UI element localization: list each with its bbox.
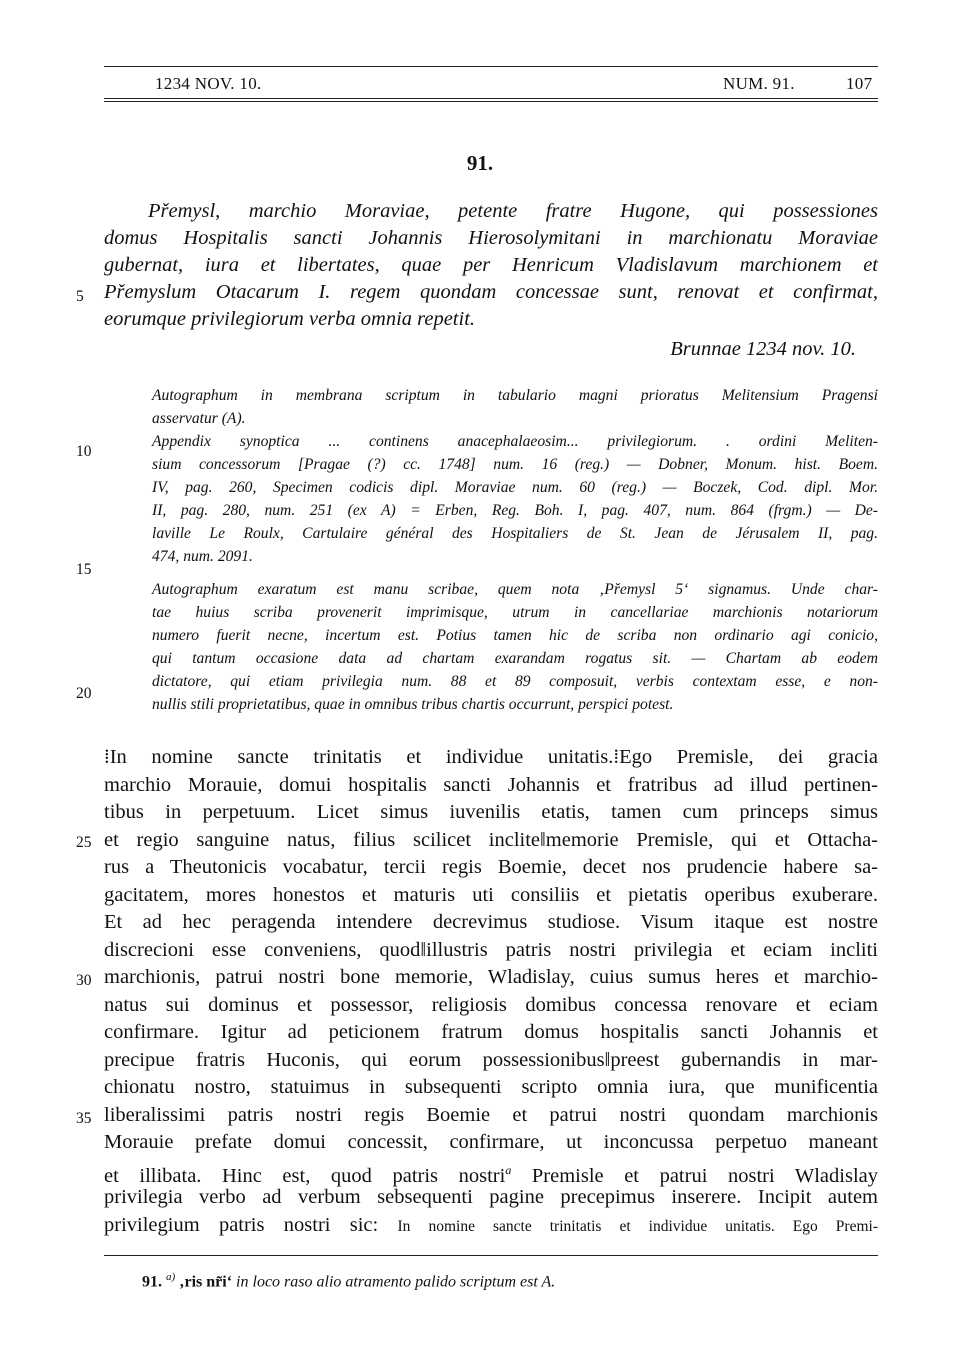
note-line: sium concessorum [Pragae (?) cc. 1748] num. 16 (reg.) — Dobner, Monum. hist. Boem.	[152, 456, 878, 473]
footnote	[142, 1271, 555, 1291]
header-rule-bottom-double	[104, 101, 878, 102]
text-line: confirmare. Igitur ad peticionem fratrum domus hospitalis sancti Johannis et	[104, 1021, 878, 1043]
running-head-date: 1234 NOV. 10.	[155, 74, 262, 93]
inserted-charter-incipit: In nomine sancte trinitatis et individue unitatis. Ego Premi-	[397, 1217, 878, 1235]
text-line: ⁞In nomine sancte trinitatis et individue unitatis.⁞Ego Premisle, dei gracia	[104, 746, 878, 768]
note-line: laville Le Roulx, Cartulaire général des Hospitaliers de St. Jean de Jérusalem II, pag.	[152, 525, 878, 542]
footnote-number: 91.	[142, 1273, 162, 1291]
line-number: 20	[76, 685, 92, 702]
text-line: Et ad hec peragenda intendere decrevimus studiose. Visum itaque est nostre	[104, 911, 878, 933]
text-line: natus sui dominus et possessor, religiosis domibus concessa renovare et eciam	[104, 993, 878, 1016]
regest-line: Přemysl, marchio Moraviae, petente fratre Hugone, qui possessiones	[148, 200, 878, 222]
regest-line: domus Hospitalis sancti Johannis Hierosolymitani in marchionatu Moraviae	[104, 227, 878, 249]
header-rule-bottom	[104, 98, 878, 99]
note-line: 474, num. 2091.	[152, 548, 253, 565]
text-line: chionatu nostro, statuimus in subsequenti scripto omnia iura, que munificentia	[104, 1076, 878, 1098]
place-date: Brunnae 1234 nov. 10.	[670, 338, 856, 360]
regest-line: Přemyslum Otacarum I. regem quondam concessae sunt, renovat et confirmat,	[104, 281, 878, 303]
footnote-rule	[104, 1255, 878, 1256]
note-line: qui tantum occasione data ad chartam exarandam rogatus sit. — Chartam ab eodem	[152, 650, 878, 667]
line-number: 35	[76, 1110, 92, 1127]
text-line-with-note	[104, 1157, 878, 1185]
note-line: tae huius scriba provenerit imprimisque, utrum in cancellariae marchionis notariorum	[152, 604, 878, 621]
footnote-marker: a)	[166, 1271, 176, 1283]
regest-line: eorumque privilegiorum verba omnia repetit.	[104, 308, 476, 330]
text-fragment: privilegium patris nostri sic:	[104, 1213, 379, 1236]
footnote-marker: a	[505, 1162, 512, 1177]
text-line: liberalissimi patris nostri regis Boemie et patrui nostri quondam marchionis	[104, 1103, 878, 1126]
document-number: 91.	[466, 151, 494, 175]
note-line: nullis stili proprietatibus, quae in omnibus tribus chartis occurrunt, perspici potest.	[152, 696, 674, 713]
regest	[104, 198, 878, 333]
text-fragment: et illibata. Hinc est, quod patris nostri	[104, 1164, 506, 1187]
note-line: Autographum exaratum est manu scribae, quem nota ‚Přemysl 5‘ signamus. Unde char-	[152, 581, 878, 598]
regest-line: gubernat, iura et libertates, quae per Henricum Vladislavum marchionem et	[104, 254, 878, 276]
charter-text	[104, 744, 878, 1239]
line-number: 30	[76, 972, 92, 989]
text-line: discrecioni esse conveniens, quod‖illustris patris nostri privilegia et eciam incliti	[104, 938, 878, 961]
note-line: asservatur (A).	[152, 410, 246, 427]
note-line: dictatore, qui etiam privilegia num. 88 et 89 composuit, verbis contextam esse, e non-	[152, 673, 878, 690]
editorial-notes	[152, 384, 878, 716]
line-number: 15	[76, 561, 92, 578]
text-line: gacitatem, mores honestos et maturis uti consiliis et pietatis operibus exuberare.	[104, 883, 878, 906]
header-rule-top	[104, 66, 878, 67]
footnote-text: in loco raso alio atramento palido scriptum est A.	[236, 1273, 556, 1291]
page-number: 107	[846, 74, 873, 93]
note-line: II, pag. 280, num. 251 (ex A) = Erben, Reg. Boh. I, pag. 407, num. 864 (frgm.) — De-	[152, 502, 878, 519]
text-line: et regio sanguine natus, filius scilicet inclite‖memorie Premisle, qui et Ottacha-	[104, 828, 878, 851]
running-head-number: NUM. 91.	[723, 74, 795, 93]
line-number: 25	[76, 834, 92, 851]
note-line: Autographum in membrana scriptum in tabulario magni prioratus Melitensium Pragensi	[152, 387, 878, 404]
text-line: marchionis, patrui nostri bone memorie, Wladislay, cuius sumus heres et marchio-	[104, 966, 878, 988]
note-line: IV, pag. 260, Specimen codicis dipl. Moraviae num. 60 (reg.) — Boczek, Cod. dipl. Mor.	[152, 479, 878, 496]
text-line: rus a Theutonicis vocabatur, tercii regis Boemie, decet nos prudencie habere sa-	[104, 856, 878, 878]
line-number: 5	[76, 288, 84, 305]
text-line: marchio Morauie, domui hospitalis sancti Johannis et fratribus ad illud pertinen-	[104, 773, 878, 796]
text-line: tibus in perpetuum. Licet simus iuvenilis etatis, tamen cum princeps simus	[104, 801, 878, 823]
text-line: precipue fratris Huconis, qui eorum possessionibus‖preest gubernandis in mar-	[104, 1048, 878, 1071]
text-fragment: Premisle et patrui nostri Wladislay	[531, 1164, 878, 1187]
text-line: Morauie prefate domui concessit, confirmare, ut inconcussa perpetuo maneant	[104, 1131, 878, 1153]
note-line: numero fuerit necne, incertum est. Potius tamen hic de scriba non ordinario agi conicio,	[152, 627, 878, 644]
line-number: 10	[76, 443, 92, 460]
footnote-quoted: ‚ris nr̃i‘	[179, 1273, 233, 1291]
text-line-mixed	[104, 1212, 878, 1240]
text-line: privilegia verbo ad verbum sebsequenti pagine precepimus inserere. Incipit autem	[104, 1186, 878, 1208]
note-line: Appendix synoptica ... continens anacephalaeosim... privilegiorum. . ordini Meliten-	[152, 433, 878, 450]
